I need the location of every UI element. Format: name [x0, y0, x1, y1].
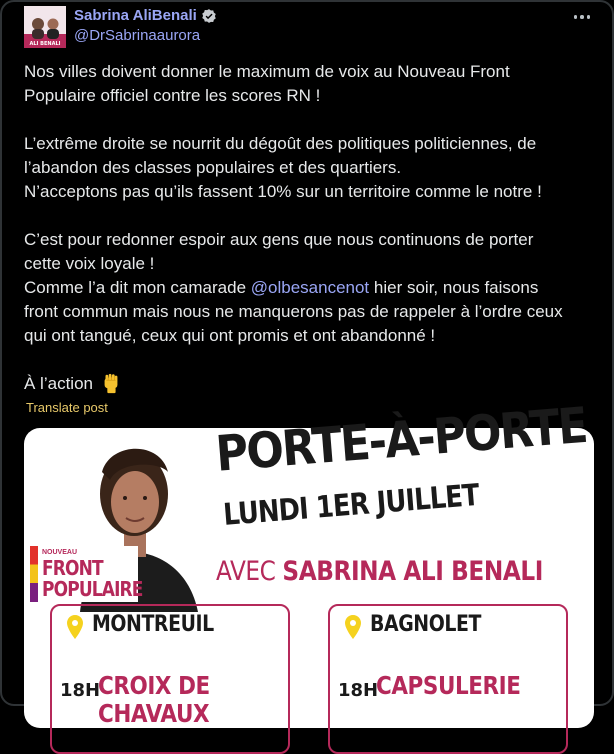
poster-with: AVEC SABRINA ALI BENALI: [216, 556, 543, 587]
location-time: 18H: [60, 680, 101, 701]
location-city: MONTREUIL: [92, 612, 214, 637]
nfp-logo-small: NOUVEAU: [42, 549, 78, 556]
nfp-logo: [30, 546, 143, 602]
poster-title: PORTE-À-PORTE: [213, 396, 589, 483]
post-line-mention: Comme l’a dit mon camarade @olbesancenot hier soir, nous faisons: [24, 278, 539, 297]
location-time: 18H: [338, 680, 379, 701]
avatar[interactable]: [24, 6, 66, 48]
nfp-logo-line: FRONT: [42, 556, 103, 580]
author-name[interactable]: Sabrina AliBenali: [74, 7, 197, 24]
post-line: Nos villes doivent donner le maximum de voix au Nouveau Front: [24, 62, 510, 81]
post-text: [24, 60, 594, 396]
post-line: C’est pour redonner espoir aux gens que nous continuons de porter: [24, 230, 534, 249]
translate-post-link[interactable]: Translate post: [26, 400, 108, 415]
location-box-montreuil: [50, 604, 290, 754]
mention-link[interactable]: @olbesancenot: [250, 278, 370, 297]
location-place: CAPSULERIE: [376, 671, 521, 700]
location-box-bagnolet: [328, 604, 568, 754]
post-closing: À l’action: [24, 372, 594, 396]
avatar-caption: ALI BENALI: [29, 41, 61, 47]
post-line: Populaire officiel contre les scores RN !: [24, 86, 321, 105]
pin-icon: [66, 614, 84, 640]
post-line: front commun mais nous ne manquerons pas de rappeler à l’ordre ceux: [24, 302, 563, 321]
author-handle[interactable]: @DrSabrinaaurora: [74, 27, 201, 44]
raised-fist-icon: [100, 372, 122, 394]
location-place: CROIX DE CHAVAUX: [98, 671, 210, 728]
location-city: BAGNOLET: [370, 612, 481, 637]
post-line: cette voix loyale !: [24, 254, 155, 273]
poster-date: LUNDI 1ER JUILLET: [222, 477, 481, 533]
post-line: l’abandon des classes populaires et des quartiers.: [24, 158, 402, 177]
post-line: qui ont tangué, ceux qui ont promis et ont abandonné !: [24, 326, 436, 345]
more-icon: [574, 15, 578, 19]
post-line: N’acceptons pas qu’ils fassent 10% sur un territoire comme le notre !: [24, 182, 542, 201]
post-line: L’extrême droite se nourrit du dégoût des politiques politiciennes, de: [24, 134, 537, 153]
nfp-logo-line: POPULAIRE: [42, 577, 143, 601]
more-options-button[interactable]: [567, 5, 597, 29]
pin-icon: [344, 614, 362, 640]
verified-icon: [201, 8, 217, 24]
